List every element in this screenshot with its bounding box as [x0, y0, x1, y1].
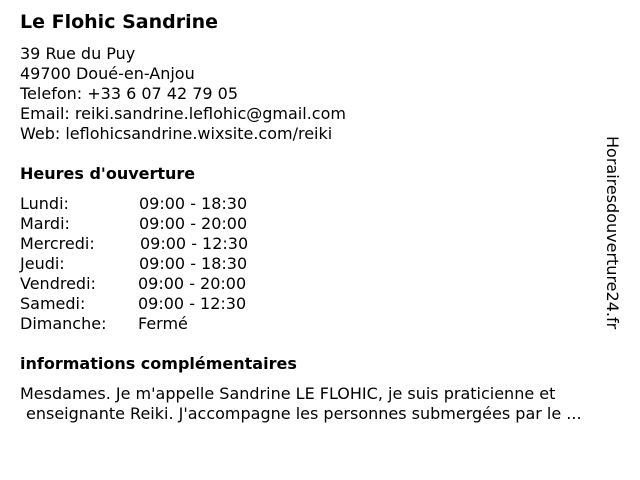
day-label: Samedi: — [20, 294, 86, 313]
time-value: 09:00 - 12:30 — [140, 234, 249, 253]
time-value: 09:00 - 18:30 — [139, 254, 248, 273]
address-block — [20, 44, 346, 144]
day-label: Lundi: — [20, 194, 69, 213]
hours-row-saturday — [20, 294, 340, 314]
time-value: 09:00 - 20:00 — [139, 214, 248, 233]
time-value: 09:00 - 18:30 — [139, 194, 248, 213]
hours-row-wednesday — [20, 234, 340, 254]
description-line: enseignante Reiki. J'accompagne les personnes submergées par le ... — [26, 404, 582, 423]
day-label: Jeudi: — [20, 254, 65, 273]
hours-row-thursday — [20, 254, 340, 274]
day-label: Mardi: — [20, 214, 70, 233]
hours-row-monday — [20, 194, 340, 214]
info-heading: informations complémentaires — [20, 354, 297, 373]
day-label: Vendredi: — [20, 274, 96, 293]
hours-row-tuesday — [20, 214, 340, 234]
day-label: Dimanche: — [20, 314, 107, 333]
hours-heading: Heures d'ouverture — [20, 164, 196, 183]
business-name: Le Flohic Sandrine — [20, 11, 218, 33]
time-value: Fermé — [138, 314, 188, 333]
website-url: Web: leflohicsandrine.wixsite.com/reiki — [20, 124, 333, 143]
city-postal: 49700 Doué-en-Anjou — [20, 64, 195, 83]
opening-hours-table — [20, 194, 340, 334]
hours-row-sunday — [20, 314, 340, 334]
description-line: Mesdames. Je m'appelle Sandrine LE FLOHIC, je suis praticienne et — [20, 384, 556, 403]
email-address: Email: reiki.sandrine.leflohic@gmail.com — [20, 104, 346, 123]
hours-row-friday — [20, 274, 340, 294]
street-address: 39 Rue du Puy — [20, 44, 136, 63]
description-text — [20, 384, 632, 424]
time-value: 09:00 - 12:30 — [138, 294, 247, 313]
time-value: 09:00 - 20:00 — [138, 274, 247, 293]
site-watermark: Horairesdouverture24.fr — [603, 136, 622, 330]
day-label: Mercredi: — [20, 234, 95, 253]
phone-number: Telefon: +33 6 07 42 79 05 — [20, 84, 239, 103]
